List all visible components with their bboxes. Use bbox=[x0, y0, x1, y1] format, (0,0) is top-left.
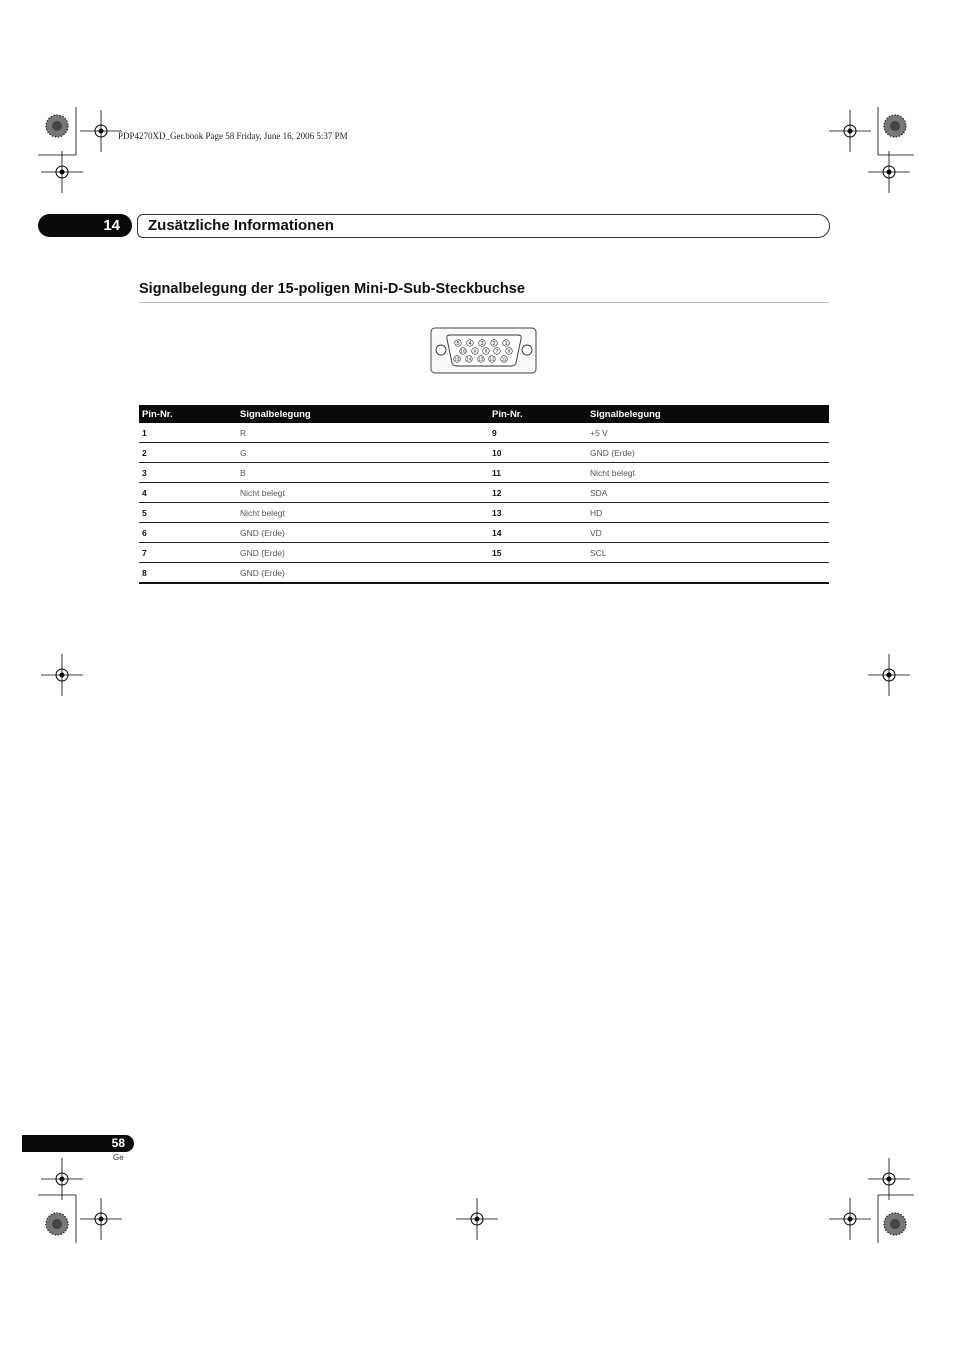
pin-label: 10 bbox=[460, 348, 466, 354]
pin-number-cell: 8 bbox=[139, 563, 237, 584]
signal-cell: SCL bbox=[587, 543, 829, 563]
pin-number-cell: 3 bbox=[139, 463, 237, 483]
table-header-row bbox=[139, 405, 829, 423]
pin-label: 2 bbox=[492, 341, 496, 347]
signal-cell: HD bbox=[587, 503, 829, 523]
pin-label: 1 bbox=[504, 341, 508, 347]
pin-number-cell: 9 bbox=[489, 423, 587, 443]
pin-label: 15 bbox=[454, 356, 460, 362]
column-header: Signalbelegung bbox=[237, 405, 489, 423]
table-body bbox=[139, 423, 829, 583]
pin-number-cell bbox=[489, 563, 587, 584]
table-row bbox=[139, 563, 829, 584]
signal-cell bbox=[587, 563, 829, 584]
pin-label: 5 bbox=[456, 341, 460, 347]
signal-cell: R bbox=[237, 423, 489, 443]
pin-number-cell: 12 bbox=[489, 483, 587, 503]
table-row bbox=[139, 443, 829, 463]
chapter-title: Zusätzliche Informationen bbox=[148, 217, 334, 234]
pin-label: 3 bbox=[480, 341, 484, 347]
pin-label: 6 bbox=[507, 348, 511, 354]
signal-cell: VD bbox=[587, 523, 829, 543]
pin-label: 4 bbox=[468, 341, 472, 347]
pin-label: 13 bbox=[478, 356, 484, 362]
pin-label: 9 bbox=[473, 348, 477, 354]
signal-cell: Nicht belegt bbox=[237, 483, 489, 503]
table-row bbox=[139, 463, 829, 483]
signal-cell: Nicht belegt bbox=[587, 463, 829, 483]
signal-cell: Nicht belegt bbox=[237, 503, 489, 523]
table-row bbox=[139, 503, 829, 523]
table-row bbox=[139, 523, 829, 543]
pin-label: 7 bbox=[495, 348, 499, 354]
signal-cell: GND (Erde) bbox=[237, 543, 489, 563]
pin-number-cell: 10 bbox=[489, 443, 587, 463]
signal-cell: GND (Erde) bbox=[587, 443, 829, 463]
table-row bbox=[139, 483, 829, 503]
signal-cell: B bbox=[237, 463, 489, 483]
column-header: Pin-Nr. bbox=[139, 405, 237, 423]
column-header: Signalbelegung bbox=[587, 405, 829, 423]
chapter-title-bar bbox=[137, 214, 830, 238]
pin-label: 12 bbox=[489, 356, 495, 362]
pin-number-cell: 1 bbox=[139, 423, 237, 443]
page-number-badge bbox=[22, 1135, 134, 1152]
signal-cell: G bbox=[237, 443, 489, 463]
section-divider bbox=[139, 302, 829, 303]
column-header: Pin-Nr. bbox=[489, 405, 587, 423]
pin-number-cell: 4 bbox=[139, 483, 237, 503]
pin-assignment-table bbox=[139, 405, 829, 584]
chapter-number-badge bbox=[38, 214, 132, 237]
signal-cell: +5 V bbox=[587, 423, 829, 443]
page-number: 58 bbox=[111, 1136, 125, 1150]
page-language: Ge bbox=[113, 1153, 124, 1162]
pin-label: 14 bbox=[466, 356, 472, 362]
pin-number-cell: 13 bbox=[489, 503, 587, 523]
chapter-number: 14 bbox=[103, 217, 120, 234]
pin-number-cell: 5 bbox=[139, 503, 237, 523]
signal-cell: SDA bbox=[587, 483, 829, 503]
pin-number-cell: 6 bbox=[139, 523, 237, 543]
pin-number-cell: 14 bbox=[489, 523, 587, 543]
signal-cell: GND (Erde) bbox=[237, 563, 489, 584]
pin-number-cell: 2 bbox=[139, 443, 237, 463]
table-row bbox=[139, 543, 829, 563]
pin-number-cell: 15 bbox=[489, 543, 587, 563]
section-title: Signalbelegung der 15-poligen Mini-D-Sub-Steckbuchse bbox=[139, 281, 525, 297]
pin-number-cell: 11 bbox=[489, 463, 587, 483]
color-target-icon bbox=[46, 115, 68, 137]
pin-number-cell: 7 bbox=[139, 543, 237, 563]
pin-label: 11 bbox=[501, 356, 507, 362]
signal-cell: GND (Erde) bbox=[237, 523, 489, 543]
table-row bbox=[139, 423, 829, 443]
book-info: PDP4270XD_Ger.book Page 58 Friday, June 16, 2006 5:37 PM bbox=[118, 131, 348, 141]
dsub-connector-diagram bbox=[430, 327, 538, 375]
pin-label: 8 bbox=[484, 348, 488, 354]
